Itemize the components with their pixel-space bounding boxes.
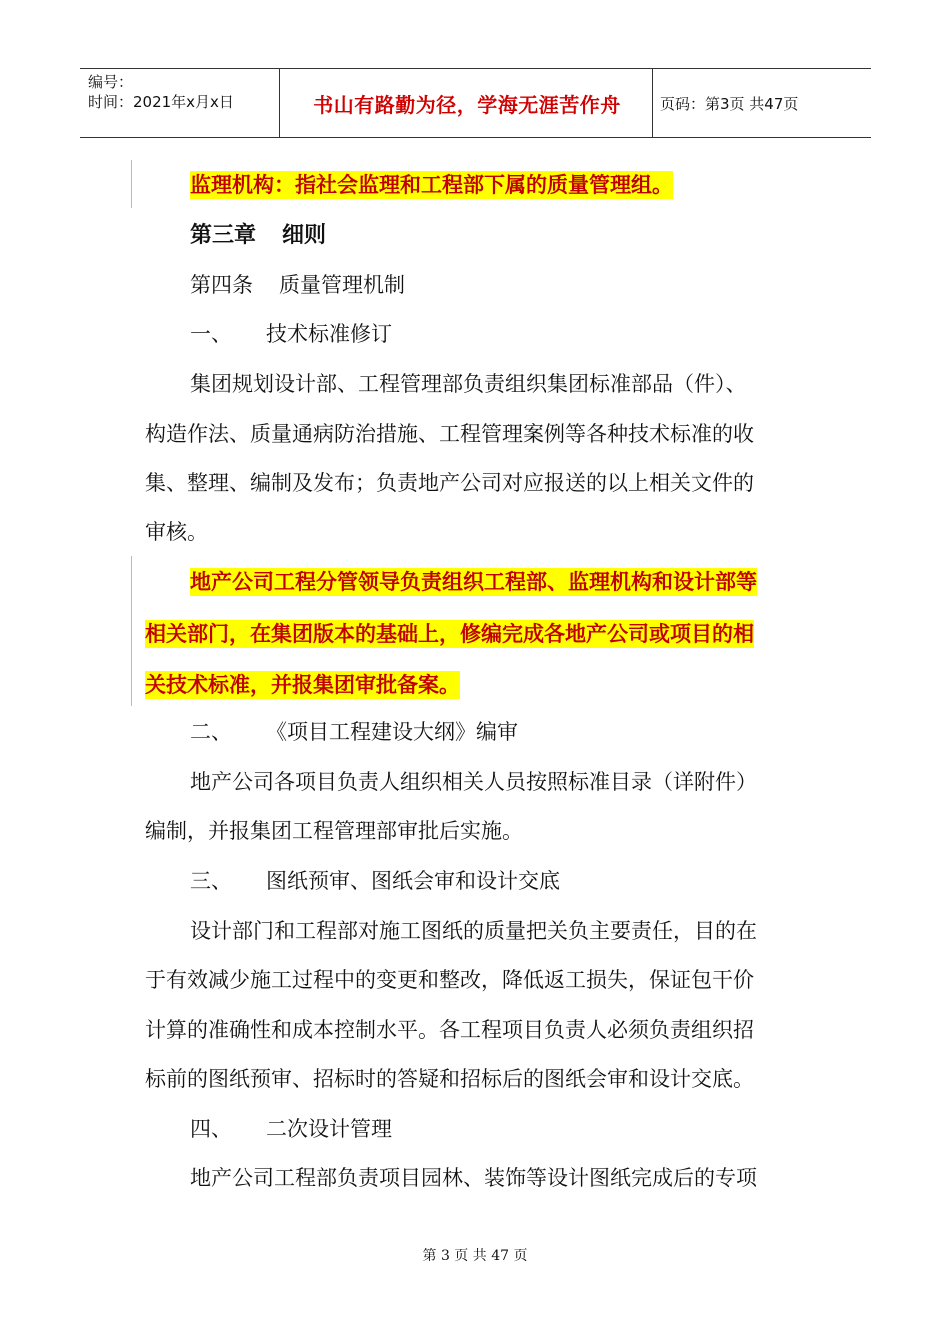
paragraph-line (145, 619, 810, 649)
section-title: 技术标准修订 (266, 322, 392, 346)
section-number: 一、 (190, 322, 232, 346)
paragraph-line: 构造作法、质量通病防治措施、工程管理案例等各种技术标准的收 (145, 422, 754, 446)
section-number: 四、 (190, 1117, 232, 1141)
paragraph-line: 集团规划设计部、工程管理部负责组织集团标准部品（件）、 (190, 372, 747, 396)
section-title: 二次设计管理 (266, 1117, 392, 1141)
header-meta (80, 69, 280, 137)
paragraph-line: 审核。 (145, 520, 208, 544)
page-footer: 第 3 页 共 47 页 (422, 1248, 528, 1264)
document-time: 时间：2021年x月x日 (88, 93, 234, 111)
section-heading (190, 1114, 855, 1144)
paragraph-line: 编制，并报集团工程管理部审批后实施。 (145, 819, 523, 843)
section-title: 图纸预审、图纸会审和设计交底 (266, 869, 560, 893)
paragraph-line (190, 170, 855, 200)
article-heading (190, 270, 855, 300)
highlighted-text: 地产公司工程分管领导负责组织工程部、监理机构和设计部等 (190, 570, 757, 594)
article-number: 第四条 (190, 273, 253, 297)
paragraph-line (190, 567, 855, 597)
change-bar (131, 556, 132, 706)
header-page-info: 页码：第3页 共47页 (660, 94, 799, 113)
paragraph-line: 集、整理、编制及发布；负责地产公司对应报送的以上相关文件的 (145, 471, 754, 495)
section-number: 三、 (190, 869, 232, 893)
highlighted-text: 相关部门，在集团版本的基础上，修编完成各地产公司或项目的相 (145, 622, 754, 646)
chapter-heading (190, 221, 855, 251)
paragraph-line: 计算的准确性和成本控制水平。各工程项目负责人必须负责组织招 (145, 1018, 754, 1042)
paragraph-line: 标前的图纸预审、招标时的答疑和招标后的图纸会审和设计交底。 (145, 1067, 754, 1091)
section-title: 《项目工程建设大纲》编审 (266, 720, 518, 744)
paragraph-line: 地产公司各项目负责人组织相关人员按照标准目录（详附件） (190, 770, 757, 794)
paragraph-line: 设计部门和工程部对施工图纸的质量把关负主要责任，目的在 (190, 919, 757, 943)
chapter-title: 细则 (282, 223, 327, 248)
paragraph-line: 于有效减少施工过程中的变更和整改，降低返工损失，保证包干价 (145, 968, 754, 992)
page-header (80, 68, 871, 138)
paragraph-line (145, 670, 810, 700)
article-title: 质量管理机制 (279, 273, 405, 297)
section-heading (190, 717, 855, 747)
section-number: 二、 (190, 720, 232, 744)
highlighted-text: 关技术标准，并报集团审批备案。 (145, 673, 460, 697)
change-bar (131, 160, 132, 208)
paragraph-line: 地产公司工程部负责项目园林、装饰等设计图纸完成后的专项 (190, 1166, 757, 1190)
header-motto: 书山有路勤为径，学海无涯苦作舟 (282, 69, 653, 137)
document-number: 编号： (88, 73, 134, 91)
section-heading (190, 319, 855, 349)
section-heading (190, 866, 855, 896)
chapter-number: 第三章 (190, 223, 257, 248)
highlighted-text: 监理机构：指社会监理和工程部下属的质量管理组。 (190, 173, 673, 197)
